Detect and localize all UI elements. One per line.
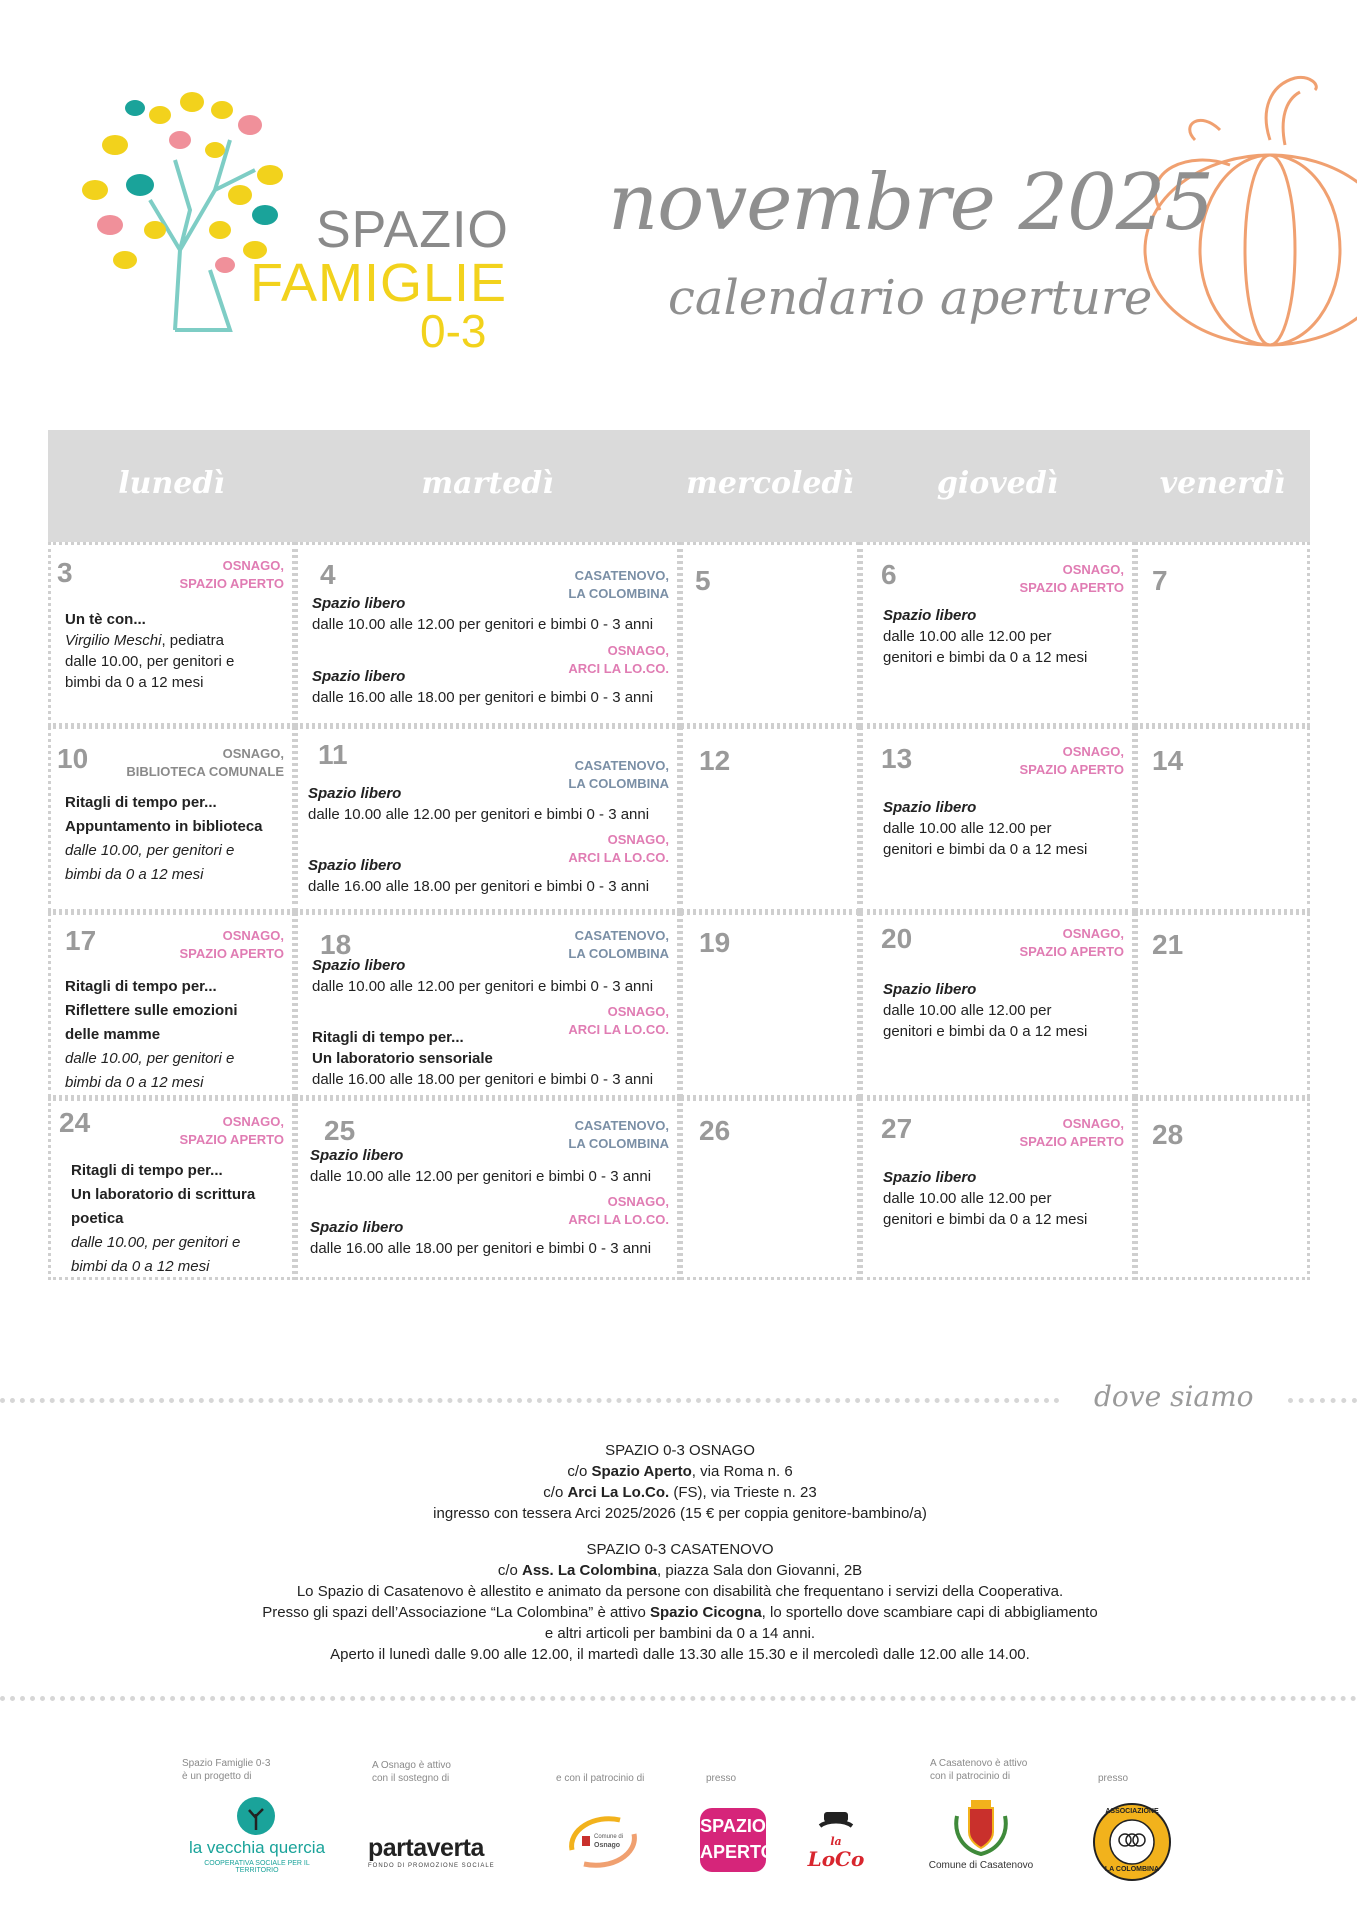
calendar-cell-thursday bbox=[860, 542, 1135, 726]
mustache-hat-icon bbox=[816, 1810, 856, 1832]
event-details: Spazio libero dalle 16.00 alle 18.00 per genitori e bimbi 0 - 3 anni bbox=[312, 668, 654, 706]
event-details: Spazio libero dalle 10.00 alle 12.00 per genitori e bimbi 0 - 3 anni bbox=[312, 595, 654, 633]
casatenovo-coat-of-arms-icon bbox=[951, 1796, 1011, 1856]
event-details: Ritagli di tempo per... Un laboratorio sensoriale dalle 16.00 alle 18.00 per genitori e bimbi 0 - 3 anni bbox=[312, 1029, 654, 1088]
calendar-cell-thursday bbox=[860, 1098, 1135, 1280]
event-details: Spazio libero dalle 10.00 alle 12.00 per genitori e bimbi da 0 a 12 mesi bbox=[883, 607, 1088, 666]
calendar-cell-friday bbox=[1135, 912, 1310, 1098]
day-number: 25 bbox=[324, 1115, 356, 1146]
event-location: OSNAGO, ARCI LA LO.CO. bbox=[568, 643, 669, 676]
calendar-header bbox=[48, 430, 1310, 542]
event-location: OSNAGO, ARCI LA LO.CO. bbox=[568, 1004, 669, 1037]
day-number: 26 bbox=[699, 1115, 731, 1146]
calendar-cell-monday bbox=[48, 1098, 295, 1280]
event-location: OSNAGO, SPAZIO APERTO bbox=[1019, 926, 1124, 959]
event-details: Ritagli di tempo per... Riflettere sulle emozioni delle mamme dalle 10.00, per genitori e bimbi da 0 a 12 mesi bbox=[65, 978, 238, 1091]
day-number: 5 bbox=[695, 565, 711, 596]
casatenovo-cicogna-2: e altri articoli per bambini da 0 a 14 anni. bbox=[544, 1625, 816, 1642]
casatenovo-info bbox=[180, 1539, 1180, 1665]
day-number: 28 bbox=[1152, 1119, 1184, 1150]
logo-partaverta: partaverta FONDO DI PROMOZIONE SOCIALE bbox=[368, 1834, 495, 1869]
calendar-cell-monday bbox=[48, 912, 295, 1098]
casatenovo-title: SPAZIO 0-3 CASATENOVO bbox=[586, 1541, 774, 1558]
logo-vecchia-quercia: la vecchia quercia COOPERATIVA SOCIALE PER IL TERRITORIO bbox=[182, 1796, 332, 1876]
calendar-cell-wednesday bbox=[680, 912, 860, 1098]
event-details: Spazio libero dalle 10.00 alle 12.00 per genitori e bimbi da 0 a 12 mesi bbox=[883, 1169, 1088, 1228]
day-number: 19 bbox=[699, 927, 731, 958]
event-location: OSNAGO, SPAZIO APERTO bbox=[179, 1114, 284, 1147]
logo-word-spazio: SPAZIO bbox=[316, 201, 509, 259]
where-heading: dove siamo bbox=[1094, 1380, 1254, 1413]
casatenovo-description: Lo Spazio di Casatenovo è allestito e animato da persone con disabilità che frequentano i servizi della Cooperativa. bbox=[296, 1583, 1064, 1600]
event-location: OSNAGO, SPAZIO APERTO bbox=[1019, 562, 1124, 595]
calendar-cell-monday bbox=[48, 542, 295, 726]
calendar-grid bbox=[48, 430, 1310, 1280]
divider-dotted bbox=[1288, 1398, 1357, 1403]
event-details: Ritagli di tempo per... Appuntamento in biblioteca dalle 10.00, per genitori e bimbi da 0 a 12 mesi bbox=[65, 794, 263, 883]
event-details: Spazio libero dalle 10.00 alle 12.00 per genitori e bimbi 0 - 3 anni bbox=[312, 957, 654, 995]
calendar-cell-friday bbox=[1135, 542, 1310, 726]
day-number: 24 bbox=[59, 1107, 91, 1138]
logo-word-famiglie: FAMIGLIE bbox=[250, 253, 508, 313]
event-location: OSNAGO, BIBLIOTECA COMUNALE bbox=[126, 746, 284, 779]
day-number: 12 bbox=[699, 745, 731, 776]
day-name-wednesday: mercoledì bbox=[686, 466, 854, 501]
sponsor-caption-presso: presso bbox=[706, 1773, 737, 1784]
osnago-address-2: c/o Arci La Lo.Co. (FS), via Trieste n. 23 bbox=[543, 1484, 817, 1501]
osnago-info bbox=[180, 1440, 1180, 1524]
day-number: 7 bbox=[1152, 565, 1168, 596]
day-number: 6 bbox=[881, 559, 897, 590]
event-details: Un tè con... Virgilio Meschi, pediatra dalle 10.00, per genitori e bimbi da 0 a 12 mesi bbox=[65, 611, 235, 691]
event-location: OSNAGO, SPAZIO APERTO bbox=[179, 928, 284, 961]
event-location: CASATENOVO, LA COLOMBINA bbox=[568, 1118, 669, 1151]
event-details: Spazio libero dalle 16.00 alle 18.00 per genitori e bimbi 0 - 3 anni bbox=[308, 857, 650, 895]
day-number: 27 bbox=[881, 1113, 913, 1144]
event-location: OSNAGO, ARCI LA LO.CO. bbox=[568, 832, 669, 865]
casatenovo-address: c/o Ass. La Colombina, piazza Sala don Giovanni, 2B bbox=[497, 1562, 863, 1579]
osnago-membership-note: ingresso con tessera Arci 2025/2026 (15 € per coppia genitore-bambino/a) bbox=[433, 1505, 927, 1522]
logo-spazio-aperto: SPAZIO APERTO bbox=[700, 1808, 766, 1872]
day-name-tuesday: martedì bbox=[421, 466, 554, 501]
event-location: CASATENOVO, LA COLOMBINA bbox=[568, 928, 669, 961]
day-number: 10 bbox=[57, 743, 89, 774]
day-name-friday: venerdì bbox=[1159, 466, 1286, 501]
day-number: 11 bbox=[318, 739, 348, 770]
day-number: 18 bbox=[320, 929, 352, 960]
calendar-cell-tuesday bbox=[295, 1098, 680, 1280]
logo-comune-casatenovo: Comune di Casatenovo bbox=[926, 1796, 1036, 1880]
casatenovo-cicogna: Presso gli spazi dell’Associazione “La Colombina” è attivo Spazio Cicogna, lo sportello dove scambiare capi di abbigliamento bbox=[262, 1604, 1098, 1621]
calendar-cell-thursday bbox=[860, 726, 1135, 912]
event-details: Ritagli di tempo per... Un laboratorio di scrittura poetica dalle 10.00, per genitori e bimbi da 0 a 12 mesi bbox=[71, 1162, 256, 1275]
calendar-cell-tuesday bbox=[295, 726, 680, 912]
page-subtitle: calendario aperture bbox=[668, 270, 1153, 326]
event-location: CASATENOVO, LA COLOMBINA bbox=[568, 758, 669, 791]
osnago-address-1: c/o Spazio Aperto, via Roma n. 6 bbox=[567, 1463, 793, 1480]
oak-tree-icon bbox=[236, 1796, 276, 1836]
event-location: OSNAGO, SPAZIO APERTO bbox=[1019, 1116, 1124, 1149]
calendar-cell-friday bbox=[1135, 1098, 1310, 1280]
day-number: 17 bbox=[65, 925, 97, 956]
calendar-cell-monday bbox=[48, 726, 295, 912]
day-number: 21 bbox=[1152, 929, 1184, 960]
logo-word-age: 0-3 bbox=[420, 305, 487, 357]
day-name-thursday: giovedì bbox=[936, 466, 1059, 501]
casatenovo-hours: Aperto il lunedì dalle 9.00 alle 12.00, il martedì dalle 13.30 alle 15.30 e il mercoledì dalle 12.00 alle 14.00. bbox=[330, 1646, 1030, 1663]
event-location: OSNAGO, ARCI LA LO.CO. bbox=[568, 1194, 669, 1227]
event-details: Spazio libero dalle 10.00 alle 12.00 per genitori e bimbi da 0 a 12 mesi bbox=[883, 981, 1088, 1040]
event-location: OSNAGO, SPAZIO APERTO bbox=[1019, 744, 1124, 777]
logo-comune-osnago: Comune di Osnago bbox=[564, 1810, 640, 1874]
sponsor-caption-support: A Osnago è attivo con il sostegno di bbox=[372, 1760, 451, 1784]
calendar-cell-friday bbox=[1135, 726, 1310, 912]
day-number: 20 bbox=[881, 923, 913, 954]
sponsor-caption-project: Spazio Famiglie 0-3 è un progetto di bbox=[182, 1758, 271, 1782]
day-number: 3 bbox=[57, 557, 73, 588]
event-location: OSNAGO, SPAZIO APERTO bbox=[179, 558, 284, 591]
event-details: Spazio libero dalle 10.00 alle 12.00 per genitori e bimbi 0 - 3 anni bbox=[310, 1147, 652, 1185]
divider-dotted bbox=[0, 1398, 1060, 1403]
logo-arci-la-loco: la LoCo bbox=[806, 1810, 866, 1874]
day-number: 13 bbox=[881, 743, 913, 774]
sponsor-caption-presso-2: presso bbox=[1098, 1773, 1129, 1784]
calendar-cell-thursday bbox=[860, 912, 1135, 1098]
page-title: novembre 2025 bbox=[608, 158, 1214, 248]
event-details: Spazio libero dalle 16.00 alle 18.00 per genitori e bimbi 0 - 3 anni bbox=[310, 1219, 652, 1257]
calendar-cell-tuesday bbox=[295, 542, 680, 726]
divider-dotted bbox=[0, 1696, 1357, 1701]
day-name-monday: lunedì bbox=[118, 466, 225, 501]
calendar-cell-wednesday bbox=[680, 542, 860, 726]
calendar-cell-wednesday bbox=[680, 726, 860, 912]
calendar-cell-wednesday bbox=[680, 1098, 860, 1280]
event-details: Spazio libero dalle 10.00 alle 12.00 per genitori e bimbi 0 - 3 anni bbox=[308, 785, 650, 823]
calendar-cell-tuesday bbox=[295, 912, 680, 1098]
sponsor-caption-patronage: e con il patrocinio di bbox=[556, 1773, 645, 1784]
day-number: 4 bbox=[320, 559, 336, 590]
event-location: CASATENOVO, LA COLOMBINA bbox=[568, 568, 669, 601]
sponsor-caption-casatenovo: A Casatenovo è attivo con il patrocinio di bbox=[930, 1758, 1028, 1782]
event-details: Spazio libero dalle 10.00 alle 12.00 per genitori e bimbi da 0 a 12 mesi bbox=[883, 799, 1088, 858]
day-number: 14 bbox=[1152, 745, 1184, 776]
logo-associazione-la-colombina: ASSOCIAZIONE LA COLOMBINA bbox=[1092, 1802, 1172, 1882]
osnago-title: SPAZIO 0-3 OSNAGO bbox=[605, 1442, 755, 1459]
